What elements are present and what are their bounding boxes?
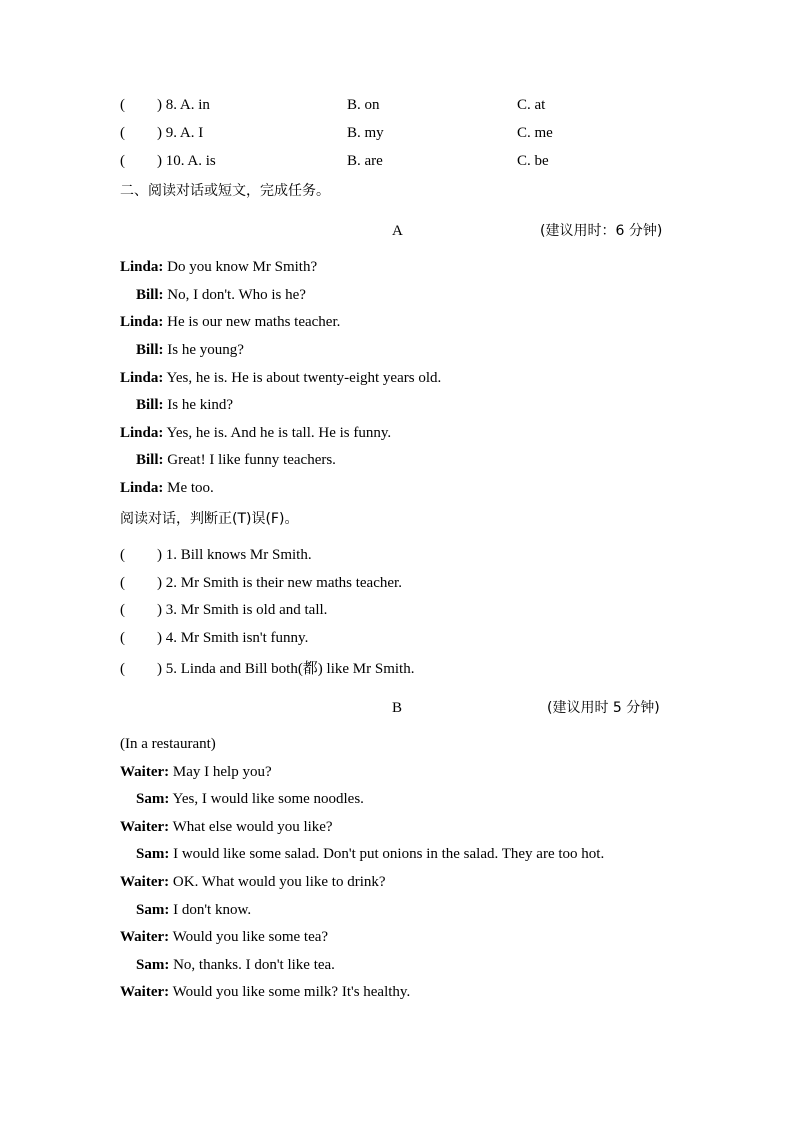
speaker: Waiter: <box>120 874 170 890</box>
answer-blank: ( <box>120 602 125 618</box>
speaker: Bill: <box>136 287 164 303</box>
dialogue-line <box>120 763 272 781</box>
question-text: ) 1. Bill knows Mr Smith. <box>157 547 312 563</box>
option-b: B. are <box>347 153 383 169</box>
utterance: Great! I like funny teachers. <box>163 452 336 468</box>
dialogue-line <box>136 396 233 414</box>
part-a-time: (建议用时：6 分钟) <box>540 223 663 239</box>
dialogue-line <box>120 369 441 387</box>
speaker: Bill: <box>136 342 164 358</box>
option-c: C. me <box>517 125 553 141</box>
speaker: Waiter: <box>120 819 170 835</box>
answer-blank: ( <box>120 630 125 646</box>
utterance: Yes, he is. He is about twenty-eight years old. <box>163 370 442 386</box>
utterance: No, I don't. Who is he? <box>163 287 306 303</box>
answer-blank: ( <box>120 97 125 113</box>
utterance: OK. What would you like to drink? <box>169 874 386 890</box>
question-text: ) 2. Mr Smith is their new maths teacher. <box>157 575 402 591</box>
instruction: 阅读对话，判断正(T)误(F)。 <box>120 511 299 527</box>
speaker: Waiter: <box>120 984 170 1000</box>
speaker: Bill: <box>136 397 164 413</box>
option-a: ) 8. A. in <box>157 97 210 113</box>
speaker: Linda: <box>120 259 164 275</box>
utterance: Me too. <box>163 480 214 496</box>
section-title: 二、阅读对话或短文，完成任务。 <box>120 183 330 199</box>
option-c: C. be <box>517 153 549 169</box>
utterance: May I help you? <box>169 764 272 780</box>
utterance: Yes, he is. And he is tall. He is funny. <box>163 425 392 441</box>
option-a: ) 9. A. I <box>157 125 204 141</box>
dialogue-line <box>136 451 336 469</box>
utterance: Is he kind? <box>163 397 234 413</box>
dialogue-line <box>136 341 244 359</box>
speaker: Waiter: <box>120 929 170 945</box>
dialogue-line <box>120 313 340 331</box>
answer-blank: ( <box>120 661 125 677</box>
dialogue-line <box>120 424 391 442</box>
dialogue-line <box>120 873 386 891</box>
utterance: What else would you like? <box>169 819 333 835</box>
part-b-time: (建议用时 5 分钟) <box>547 700 660 716</box>
option-b: B. on <box>347 97 380 113</box>
dialogue-line <box>136 286 306 304</box>
dialogue-line <box>136 845 604 863</box>
utterance: Is he young? <box>163 342 244 358</box>
dialogue-line <box>136 901 251 919</box>
answer-blank: ( <box>120 547 125 563</box>
option-c: C. at <box>517 97 546 113</box>
utterance: Would you like some tea? <box>169 929 329 945</box>
speaker: Linda: <box>120 425 164 441</box>
question-text: ) 5. Linda and Bill both(都) like Mr Smith. <box>157 661 415 677</box>
speaker: Sam: <box>136 846 170 862</box>
answer-blank: ( <box>120 575 125 591</box>
utterance: Would you like some milk? It's healthy. <box>169 984 411 1000</box>
answer-blank: ( <box>120 125 125 141</box>
part-a-label: A <box>392 223 403 239</box>
dialogue-line <box>120 928 328 946</box>
option-a: ) 10. A. is <box>157 153 216 169</box>
dialogue-line <box>120 258 317 276</box>
answer-blank: ( <box>120 153 125 169</box>
option-b: B. my <box>347 125 384 141</box>
speaker: Linda: <box>120 314 164 330</box>
dialogue-line <box>136 790 364 808</box>
speaker: Sam: <box>136 902 170 918</box>
speaker: Linda: <box>120 370 164 386</box>
setting-note: (In a restaurant) <box>120 736 216 752</box>
dialogue-line <box>120 983 410 1001</box>
utterance: I would like some salad. Don't put onions in the salad. They are too hot. <box>169 846 605 862</box>
dialogue-line <box>136 956 335 974</box>
utterance: No, thanks. I don't like tea. <box>169 957 335 973</box>
dialogue-line <box>120 479 214 497</box>
speaker: Waiter: <box>120 764 170 780</box>
speaker: Linda: <box>120 480 164 496</box>
utterance: He is our new maths teacher. <box>163 314 341 330</box>
speaker: Bill: <box>136 452 164 468</box>
speaker: Sam: <box>136 791 170 807</box>
part-b-label: B <box>392 700 403 716</box>
question-text: ) 3. Mr Smith is old and tall. <box>157 602 328 618</box>
utterance: Yes, I would like some noodles. <box>169 791 364 807</box>
question-text: ) 4. Mr Smith isn't funny. <box>157 630 309 646</box>
utterance: I don't know. <box>169 902 252 918</box>
speaker: Sam: <box>136 957 170 973</box>
utterance: Do you know Mr Smith? <box>163 259 318 275</box>
dialogue-line <box>120 818 333 836</box>
